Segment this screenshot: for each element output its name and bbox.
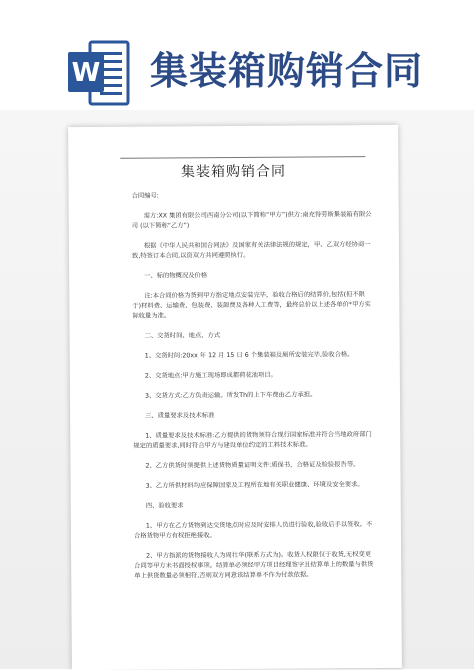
parties-paragraph: 需方:XX 集团有限公司西南分公司(以下简称“甲方”)供方:南充得劳斯集装箱有限公司 (以下简称“乙方”) bbox=[131, 211, 372, 230]
banner bbox=[0, 0, 474, 110]
banner-title: 集装箱购销合同 bbox=[150, 49, 424, 93]
document-title: 集装箱购销合同 bbox=[180, 163, 286, 181]
acceptance-paragraph: 1、甲方在乙方货物到达交货地点时应及时安排人员进行验收,验收后手以签收。不合格货物甲方有权拒绝接收。 bbox=[133, 521, 373, 540]
section-heading-3: 三、质量要求及技术标准 bbox=[145, 412, 215, 420]
safety-paragraph: 3、乙方所供材料均应保障国家及工程所在地有关职业健康、环境及安全要求。 bbox=[145, 481, 364, 490]
document-page bbox=[68, 125, 402, 670]
document-body bbox=[132, 190, 375, 592]
receiver-paragraph: 2、甲方指派的货物接收人为周壮华(联系方式为)。收货人权限仅于收货,无权变更合同等甲方未书面授权事项。结算单必须经甲方项目经理签字且结算单上的数量与供货单上供货数量必须相符,否则双方同意该结算单不作为付款依据。 bbox=[134, 551, 374, 580]
contract-number: 合同编号: bbox=[131, 192, 159, 200]
word-icon-letter: W bbox=[71, 58, 101, 88]
delivery-time-paragraph: 1、交货时间:20xx 年 12 月 15 日 6 个集装箱及厕所安装完毕,验收合格。 bbox=[144, 351, 354, 360]
delivery-place-paragraph: 2、交货地点:甲方施工现场即成都荷花池项目。 bbox=[144, 371, 277, 380]
quality-standard-paragraph: 1、质量要求及技术标准:乙方提供的货物须符合现行国家标准并符合当地政府部门规定的质量要求,同时符合甲方与建设单位约定的工料技术标准。 bbox=[133, 431, 372, 450]
quality-documents-paragraph: 2、乙方供货时须提供上述货物质量证明文件:质保书，合格证及检验报告等。 bbox=[145, 461, 360, 470]
delivery-method-paragraph: 3、交货方式:乙方负责运输。所发Th的上下车费由乙方承担。 bbox=[144, 391, 317, 400]
word-document-icon bbox=[68, 40, 130, 106]
price-note-paragraph: 注:本合同价格为货到甲方指定地点安装完毕，验收合格后的结算价,包括(但不限于)材料费、运输费、包装费、装卸费及各种人工费等，最终总价以上述各单价*甲方实际收量为准。 bbox=[132, 291, 371, 320]
section-heading-2: 二、交货时间、地点、方式 bbox=[144, 332, 221, 340]
header-rule bbox=[120, 156, 365, 159]
preamble-paragraph: 根据《中华人民共和国合同法》及国家有关法律法规的规定，甲、乙双方经协商一致,特签订本合同,以资双方共同遵照执行。 bbox=[131, 241, 371, 260]
section-heading-4: 四、验收要求 bbox=[145, 502, 184, 510]
section-heading-1: 一、标的物概况及价格 bbox=[144, 272, 208, 280]
